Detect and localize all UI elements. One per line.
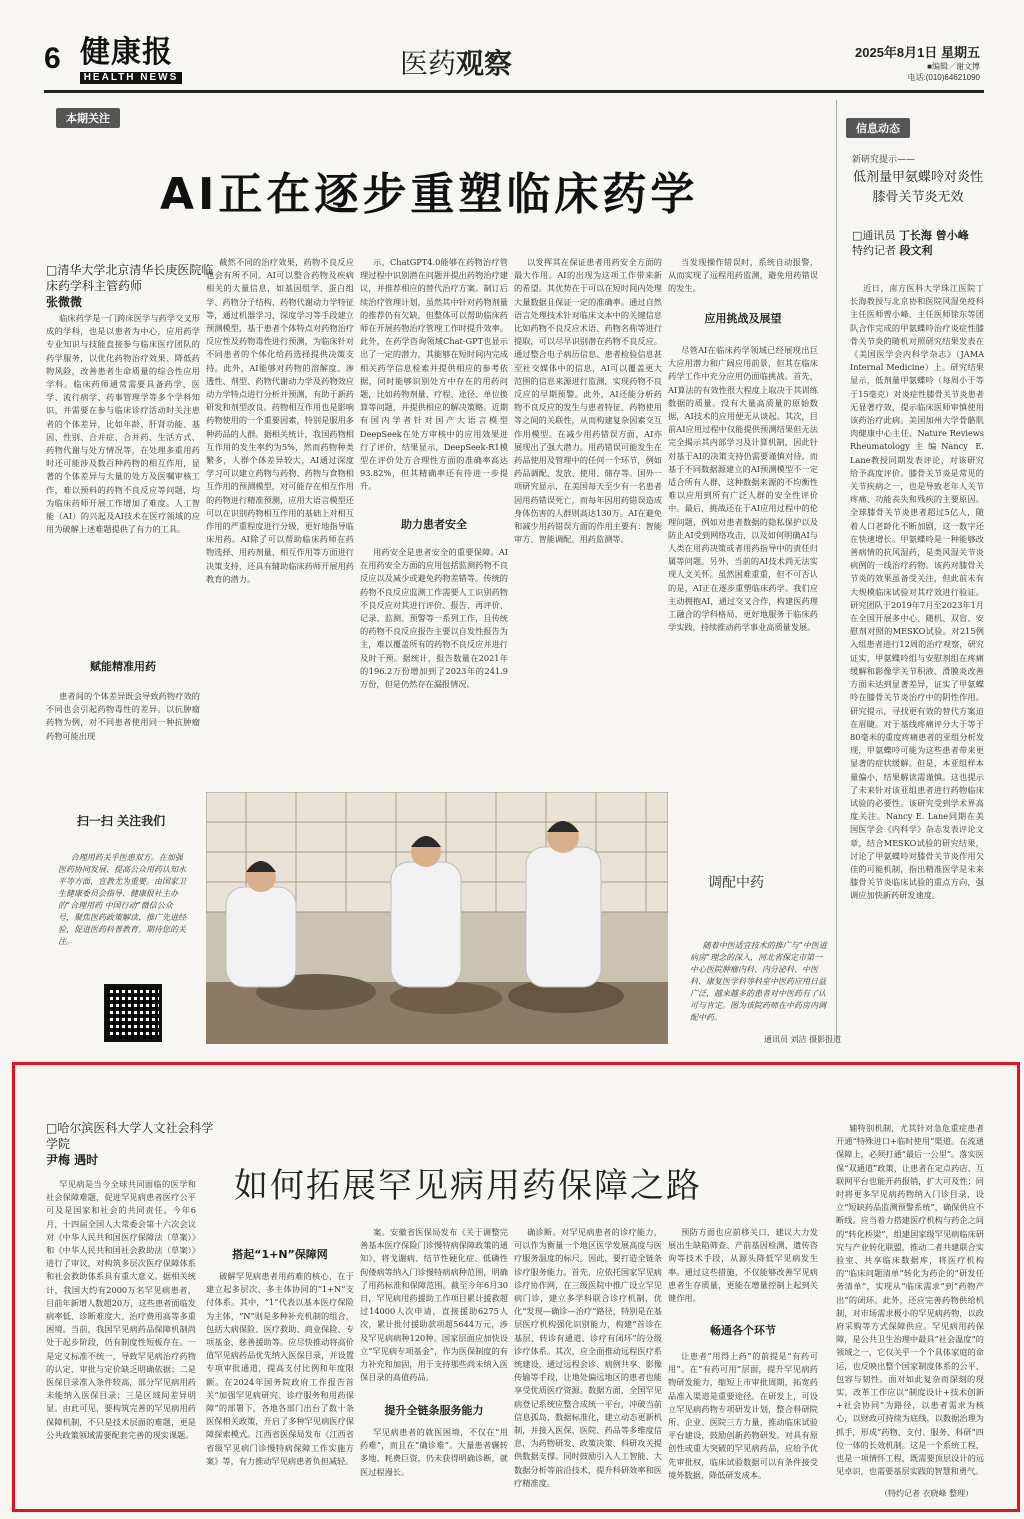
article2-column-1: 罕见病是当今全球共同面临的医学和社会保障难题，促进罕见病患者医疗公平可及是国家和社会的共同责任。今年6月，十四届全国人大常委会第十六次会议对《中华人民共和国医疗保障法（草案）》和《中华人民共和国社会救助法（草案）》进行了审议，对构筑多层次医疗保障体系和社会救助体系具有重大意义。据相关统计，我国大约有2000万名罕见病患者，目前年新增人数超20万，这些患者面临发病率低、诊断难度大、治疗费用高等多重困境。当前，我国罕见病药品保障机制尚处于起步阶段，仍有制度性短板存在。一是定义标准不统一，导致罕见病治疗药物的认定、审批与定价缺乏明确依据；二是医保目录准入条件较高，部分罕见病用药未能纳入医保目录；三是区域间差异明显。由此可见，要构筑完善的罕见病用药保障机制，不只是技术层面的难题，更是公共政策领域需要配套完善的现实课题。 (46, 1179, 196, 1440)
photo-illustration (206, 792, 668, 1044)
subhead-links: 畅通各个环节 (710, 1324, 776, 1337)
scan-text: 合理用药关乎医患双方。在加强医药协同发展、提高公众用药认知水平等方面，宣教尤为重要。由国家卫生健康委员会指导、健康报社主办的“合理用药 中国行动”微信公众号，聚焦医药政策解读、推广先进经验，促进医药科普教育。期待您的关注。 (58, 853, 186, 946)
article2-column-5: 预防方面也应前移关口，建议大力发展出生缺陷筛查、产前基因检测、遗传咨询等技术手段，从源头降低罕见病发生率。通过这些措施，不仅能够改善罕见病患者生存质量，更能在增量控制上起到关键作用。 (668, 1227, 818, 1304)
main-headline: AI正在逐步重塑临床药学 (160, 169, 699, 220)
logo-english: HEALTH NEWS (80, 72, 182, 84)
sidebar-byline-names: 丁长海 曾小峰 (898, 229, 969, 242)
sidebar-byline-role: □通讯员 (852, 229, 896, 242)
subhead-service-chain: 提升全链条服务能力 (384, 1404, 484, 1417)
scan-title: 扫一扫 关注我们 (76, 814, 166, 828)
article2-byline (46, 1120, 216, 1168)
byline-org: □清华大学北京清华长庚医院临床药学科主管药师 (46, 263, 214, 293)
sidebar-headline: 低剂量甲氨蝶呤对炎性膝骨关节炎无效 (852, 170, 983, 205)
page-number: 6 (44, 42, 61, 75)
photo-credit: 通讯员 刘洁 摄影报道 (764, 1035, 842, 1044)
feature-byline (46, 262, 216, 310)
article2-byline-org: □哈尔滨医科大学人文社会科学学院 (46, 1121, 214, 1151)
article2-column-3: 案。安徽省医保局发布《关于调整完善基本医疗保险门诊慢特病保障政策的通知》，将戈谢病、结节性硬化症、低磷性佝偻病等纳入门诊慢特病病种范围，明确了用药标准和保障范围。截至今年6月30日，罕见病用药援助工作项目累计援救超过14000人次申请，直接援助6275人次，累计批付援助款项超5644万元，涉及罕见病病种120种。国家层面应加快设立“罕见病专项基金”，作为医保制度的有力补充和加固，用于支持那些尚未纳入医保目录的高值药品。 (360, 1227, 508, 1383)
sidebar-byline (852, 228, 982, 258)
article2-headline: 如何拓展罕见病用药保障之路 (234, 1166, 702, 1206)
logo-chinese: 健康报 (80, 35, 173, 70)
photo-title: 调配中药 (708, 875, 764, 891)
photo-caption: 随着中医适宜技术的推广与“中医进病房”理念的深入，河北省保定市第一中心医院肿瘤内科、内分泌科、中医科、康复医学科等科室中医药应用日益广泛，越来越多的患者对中医药有了认可与肯定。图为该院药师在中药房内调配中药。 (690, 941, 827, 1022)
section-prefix: 医药 (400, 47, 457, 80)
sidebar-byline-name2: 段文利 (899, 244, 933, 257)
article2-column-3b: 罕见病患者的就医困境，不仅在“用药难”，而且在“确诊难”。大量患者辗转多地、耗费巨资，仍未获得明确诊断，就医过程漫长。 (360, 1427, 508, 1477)
sidebar-text: 近日，南方医科大学珠江医院丁长海教授与北京协和医院风湿免疫科主任医师曾小峰、主任医师徐东等团队合作完成的甲氨蝶呤治疗炎症性膝骨关节炎的随机对照研究结果发表在《美国医学会内科学杂志》（JAMA Internal Medicine）上。研究结果显示，低剂量甲氨蝶呤（每周小于等于15毫克）对炎症性膝骨关节炎患者无显著疗效，提示临床医师审慎使用该药治疗此病。美国加州大学骨骼肌肉健康中心主任、Nature Reviews Rheumatology主编Nancy E. Lane教授同期发表评论，对该研究给予高度评价。膝骨关节炎是常见的关节疾病之一，也是导致老年人关节疼痛、功能丧失和残疾的主要原因。全球膝骨关节炎患者超过5亿人，随着人口老龄化不断加剧，这一数字还在快速增长。甲氨蝶呤是一种能够改善病情的抗风湿药，是类风湿关节炎病例的一线治疗药物。该药对膝骨关节炎的效果虽备受关注，但此前未有大规模临床试验对其疗效进行验证。研究团队于2019年7月至2023年1月在全国开展多中心、随机、双盲、安慰剂对照的MESKO试验。对215例入组患者进行12周的治疗观察，研究证实，甲氨蝶呤组与安慰剂组在疼痛缓解和影像学关节积液、滑膜炎改善方面未达到显著差异，证实了甲氨蝶呤在膝骨关节炎治疗中的阴性作用。研究提示，寻找更有效的替代方案迫在眉睫。对于基线疼痛评分大于等于80毫米的重度疼痛患者的亚组分析发现，甲氨蝶呤可能为这些患者带来更显著的症状缓解。但是，本亚组样本量偏小，结果解读需谨慎。这也提示了未来针对该亚组患者进行药物临床试验的必要性。该研究受到学术界高度关注。Nancy E. Lane同期在美国医学会《内科学》杂志发表评论文章，结合MESKO试验的研究结果，讨论了甲氨蝶呤对膝骨关节炎作用欠佳的可能机制，指出精准医学是未来膝骨关节炎临床试验的重点方向，强调应加快新药研发速度。 (850, 283, 984, 901)
header-rule (44, 90, 984, 93)
sidebar-byline-role2: 特约记者 (852, 244, 896, 257)
article2-column-6: 辅特别机制，尤其针对急危重症患者开通“特殊进口+临时使用”渠道。在流通保障上，必须打通“最后一公里”。落实医保“双通道”政策，让患者在定点药店、互联网平台也能开药报销，扩大可及性；同时将更多罕见病药物纳入门诊目录，设立“短缺药品监测预警系统”，确保供应不断线。应当着力搭建医疗机构与药企之间的“转化桥梁”，组建国家级罕见病临床研究与产业转化联盟，推动二者共建联合实验室、共享临床数据库，将医疗机构的“临床问题清单”转化为药企的“研发任务清单”，实现从“临床需求”到“药物产出”的闭环。此外，还应完善药物供给机制，对市场需求极小的罕见病药物，以政府采购等方式保障供应。罕见病用药保障，是公共卫生治理中最具“社会温度”的领域之一，它仅关乎一个个具体家庭的命运，也反映出整个国家制度体系的公平、包容与韧性。面对如此复杂而深刻的现实，改革工作应以“制度设计+技术创新+社会协同”为路径，以患者需求为核心，以财政可持续为底线，以数据治理为抓手，形成“药物、支付、服务、科研”四位一体的长效机制。这是一个系统工程，也是一项情怀工程，既需要顶层设计的远见卓识，也需要基层实践的智慧和勇气。 (836, 1123, 984, 1477)
pharmacy-photo (206, 792, 668, 1044)
subhead-payment-network: 搭起“1+N”保障网 (232, 1248, 328, 1261)
feature-column-3b: 用药安全是患者安全的重要保障。AI在用药安全方面的应用包括监测药物不良反应以及减少或避免药物差错等。传统的药物不良反应监测工作需要人工识别药物不良反应对其进行评价、报告、再评价、记录、监测、预警等一系列工作，且传统的药物不良反应报告主要以自发性报告为主，难以覆盖所有的药物不良反应并进行及时干预。据统计，报告数量在2021年的196.2万份增加到了2023年的241.9万份，但是仍然存在漏报情况。 (360, 547, 508, 690)
phone-line: 电话:(010)64621090 (907, 73, 980, 82)
editor-line: ■编辑／谢文博 (927, 62, 980, 71)
qr-code-icon[interactable] (104, 984, 162, 1042)
news-tag: 信息动态 (846, 118, 910, 138)
feature-column-2: 截然不同的治疗效果，药物不良反应也会有所不同。AI可以整合药物及疾病相关的大量信息，如基因组学、蛋白组学、药物分子结构、药物代谢动力学特征等，通过机器学习、深度学习等手段建立预测模型，基于患者个体特点对药物治疗反应性及药物毒性进行预测，为临床针对不同患者的个体化给药选择提供决策支持。此外，AI能够对药物的溶解度、渗透性、剂型、药物代谢动力学及药物效应动力学特点进行分析并预测，有助于新药研发和剂型改良。药物相互作用也是影响药物使用的一个重要因素，特别是服用多种药品的人群。据相关统计，我国药物相互作用的发生率约为5%，然而药物种类繁多，人群个体差异较大，AI通过深度学习可以建立药物与药物、药物与食物相互作用的预测模型，对可能存在相互作用的药物进行精准预测，应用大语言模型还可以在识别药物相互作用的基础上对相互作用的严重程度进行分级，更好地指导临床用药。AI除了可以帮助临床药师在药物选择、用药剂量、相互作用等方面进行决策支持，还具有辅助临床药师开展用药教育的潜力。 (206, 257, 354, 584)
sidebar-prompt: 新研究提示—— (852, 155, 916, 165)
article2-column-4: 确诊断。对罕见病患者的诊疗能力，可以作为衡量一个地区医学发展高度与医疗服务温度的标尺。因此，要打造全链条诊疗服务能力。首先，应依托国家罕见病诊疗协作网，在三级医院中推广设立罕见病门诊，建立多学科联合诊疗机制，优化“发现—确诊—治疗”路径，特别是在基层医疗机构强化识别能力，构建“首诊在基层、转诊有通道、诊疗有闭环”的分级诊疗体系。其次，应全面推动远程医疗系统建设，通过远程会诊、病例共享、影像传输等手段，让地处偏远地区的患者也能享受优质医疗资源。数据方面，全国罕见病登记系统应整合成统一平台，冲破当前信息孤岛，数据标准化，建立动态更新机制，并接入医保、医院、药品等多维度信息，为药物研发、政策决策、科研攻关提供数据支撑。同时鼓励引入人工智能、大数据分析等前沿技术，提升科研效率和医疗精准度。 (514, 1227, 662, 1488)
subhead-safety: 助力患者安全 (401, 518, 467, 531)
article2-column-2: 破解罕见病患者用药难的核心，在于建立起多层次、多主体协同的“1+N”支付体系。其中，“1”代表以基本医疗保险为主体，“N”则是多种补充机制的组合，包括大病保险、医疗救助、商业保险、专项基金、慈善援助等。应尽快推动将高价值罕见病药品优先纳入医保目录，并设置专项审批通道，提高支付比例和年度限额。在2024年国务院政府工作报告首关“加强罕见病研究、诊疗服务和用药保障”的部署下，各地各部门出台了数十条医保相关政策，开启了多种罕见病医疗保障探索模式。江西省医保局发布《江西省省级罕见病门诊慢特病保障工作实施方案》等，有力推动罕见病患者负担减轻。 (206, 1271, 354, 1466)
masthead-logo (80, 36, 182, 86)
header-info (820, 42, 980, 83)
subhead-precision: 赋能精准用药 (90, 660, 156, 673)
feature-column-5b: 尽管AI在临床药学领域已经展现出巨大应用潜力和广阔应用前景，但其在临床药学工作中充分应用仍面临挑战。首先，AI算法的有效性很大程度上取决于其训练数据的质量。没有大量高质量的原始数据，AI技术的应用便无从谈起。其次，目前AI应用过程中仅能提供预测结果但无法完全揭示其内部学习及计算机制，因此针对基于AI的决策支持仍需要谨慎对待。而基于不同数据源建立的AI预测模型不一定适合所有人群，这种数据来源的不均衡性难以应用到所有广泛人群的安全性评价中。最后，挑战还在于AI应用过程中的伦理问题，例如对患者数据的隐私保护以及防止AI受到网络攻击，以及如何明确AI与人类在用药决策或者用药指导中的责任归属等问题。另外，当前的AI技术尚无法实现人文关怀。虽然困难重重，但不可否认的是，AI正在逐步重塑临床药学。我们应主动拥抱AI，通过交叉合作，构建医药理工融合的学科格局，更好地服务于临床药学实践，持续推动药学事业高质量发展。 (668, 345, 818, 633)
article2-credit: （特约记者 衣晓峰 整理） (880, 1489, 974, 1498)
article2-byline-name: 尹梅 遇时 (46, 1153, 99, 1167)
focus-tag: 本期关注 (56, 108, 120, 128)
feature-column-3: 示，ChatGPT4.0能够在药物治疗管理过程中识别潜在问题并提出药物治疗建议，并推荐相应的替代治疗方案。制订后续治疗管理计划，虽然其中针对药物剂量的推荐仍有欠缺，但整体可以帮助临床药师在开展药物治疗管理工作时提升效率。此外，在药学咨询领域Chat-GPT也显示出了一定的潜力，其能够在短时间内完成相关药学信息检索并提供相应的参考依据，同时能够识别处方中存在的用药问题，比如药物剂量、疗程、途径、单位换算等问题，并提供相应的解决策略。近期有国内学者针对国产大语言模型DeepSeek在处方审核中的应用效果进行了评价，结果显示，DeepSeek-R1模型在评价处方合理性方面的准确率高达93.82%，但其精确率还有待进一步提升。 (360, 257, 508, 492)
feature-column-5: 当发现操作错误时，系统自动报警，从而实现了远程用药监测，避免用药错误的发生。 (668, 257, 818, 294)
article2-column-5b: 让患者“用得上药”的前提是“有药可用”。在“有药可用”层面，提升罕见病药物研发能力，缩短上市审批周期，拓宽药品准入渠道是重要途径。在研发上，可设立罕见病药物专项研发计划，整合科研院所、企业、医院三方力量，推动临床试验平台建设，鼓励创新药物研发。对具有原创性或重大突破的罕见病药品，应给予优先审批权，临床试验数据可以有条件接受境外数据，降低研发成本。 (668, 1351, 818, 1480)
feature-column-1b: 患者间的个体差异既会导致药物疗效的不同也会引起药物毒性的差异。以抗肿瘤药物为例，对不同患者使用同一种抗肿瘤药物可能出现 (46, 691, 200, 741)
section-bold: 观察 (456, 47, 513, 80)
feature-column-1: 临床药学是一门跨床医学与药学交叉形成的学科，也是以患者为中心，应用药学专业知识与技能直接参与临床医疗团队的药学服务，以优化药物治疗效果、降低药物风险，改善患者生命质量的综合性应用学科。临床药师通常需要具备药学、医学、流行病学、药事管理学等多个学科知识，并需要在参与临床诊疗活动时关注患者的个体差异，比如年龄、肝肾功能、基因、性别、合并症、合并药、生活方式、药物代谢与处方情况等，在处理多重用药时还可能涉及数百种药物的相互作用，显著的个体差异与大量的处方及医嘱审核工作，难以预料的药物不良反应等问题，均为临床药师开展工作增加了难度。人工智能（AI）的兴起及AI技术在医疗领域的应用为破解上述难题提供了有力的工具。 (46, 313, 200, 535)
issue-date: 2025年8月1日 星期五 (855, 45, 980, 60)
subhead-challenges: 应用挑战及展望 (704, 312, 782, 325)
feature-column-4: 以发挥其在保证患者用药安全方面的最大作用。AI的出现为这项工作带来新的希望。其优势在于可以在短时间内处理大量数据且保证一定的准确率。通过自然语言处理技术针对临床文本中的关键信息比如药物不良反应术语、药物名称等进行提取，可以尽早识别潜在药物不良反应。通过整合电子病历信息、患者检验信息甚至社交媒体中的信息，AI可以覆盖更大范围的信息来源进行监测，实现药物不良反应的早期预警。此外，AI还能分析药物不良反应的发生与患者特征、药物使用等之间的关联性，从而构建复杂因素交互作用模型。在减少用药错误方面，AI亦展现出了强大潜力。用药错误可能发生在药品使用及管理中的任何一个环节，例如药品调配、发放、使用、储存等。国外一项研究显示，在美国每天至少有一名患者因用药错误死亡，而每年因用药错误造成身体伤害的人群则高达130万。AI在避免和减少用药错误方面的作用主要有：智能审方、智能调配、用药监测等。 (514, 257, 662, 545)
byline-name: 张微微 (46, 295, 83, 309)
section-title (400, 42, 512, 82)
